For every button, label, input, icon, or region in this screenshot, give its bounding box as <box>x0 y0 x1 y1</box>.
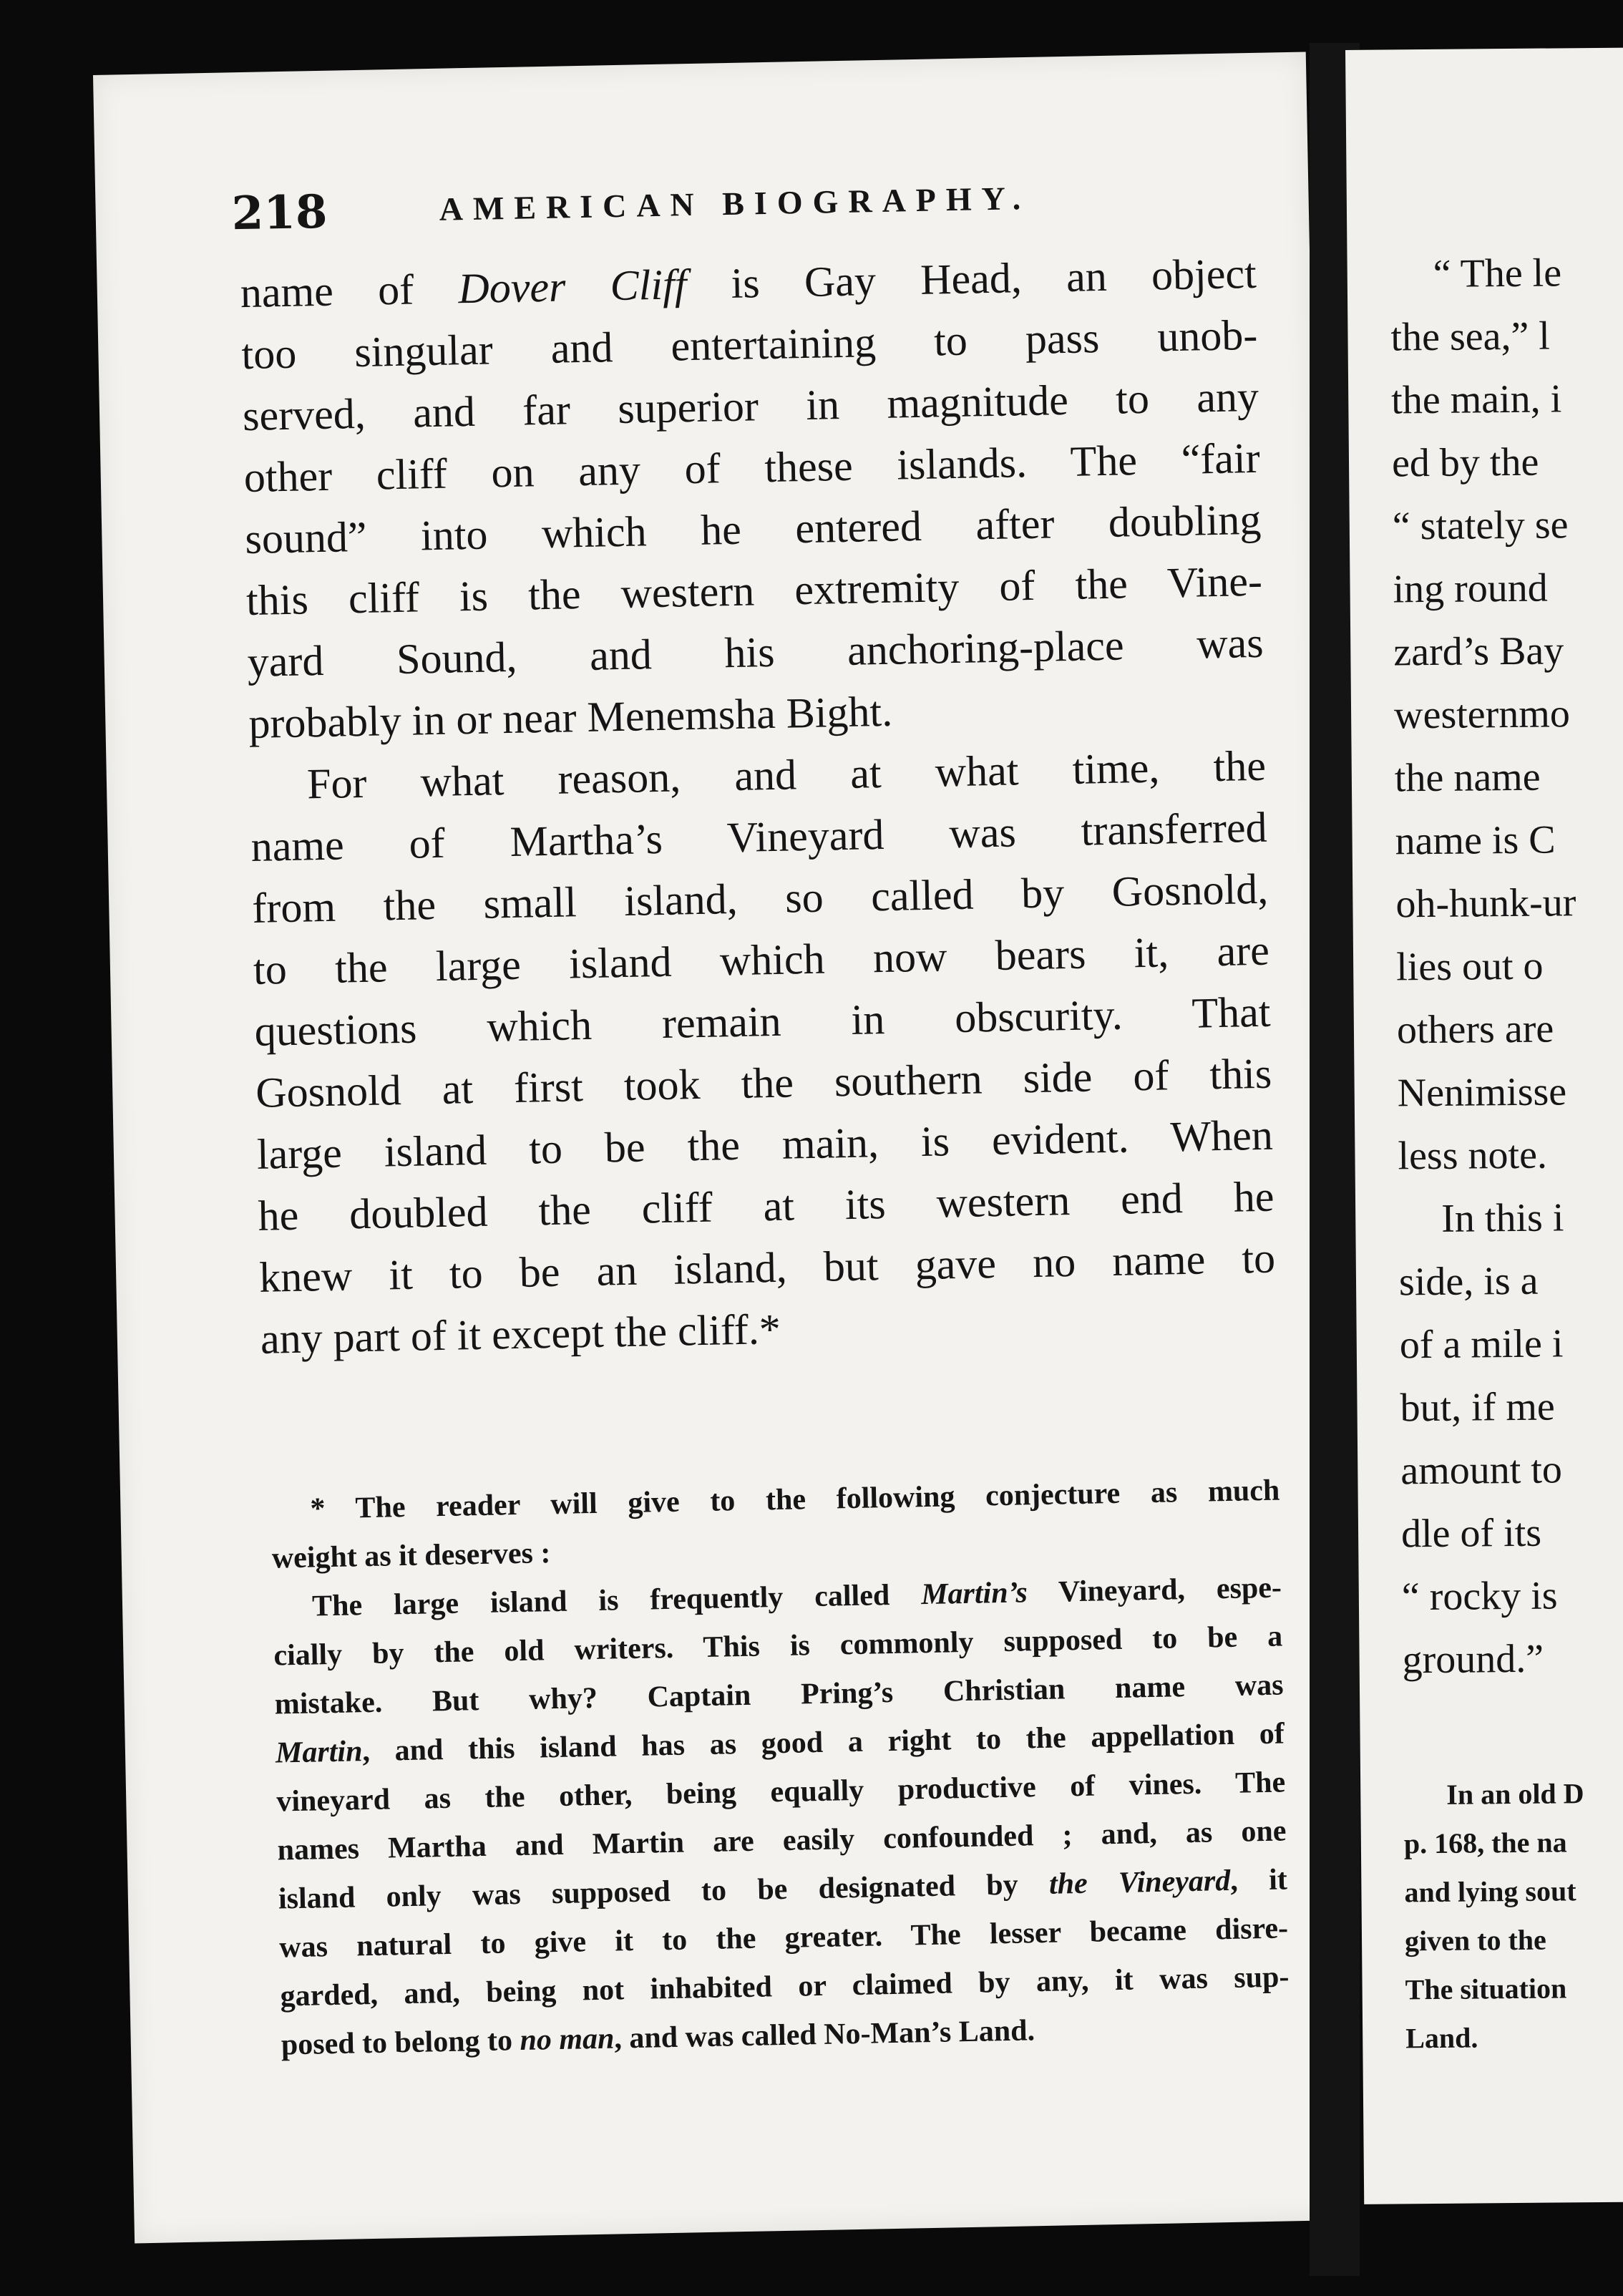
text-line: knew it to be an island, but gave no name to <box>258 1234 1276 1301</box>
text-line: to the large island which now bears it, are <box>253 926 1270 993</box>
text-line: zard’s Bay <box>1393 628 1564 675</box>
text-line: probably in or near Menemsha Bight. <box>248 687 893 747</box>
text-line: too singular and entertaining to pass unob- <box>240 311 1258 379</box>
text-line: the sea,” l <box>1390 313 1551 360</box>
text-line: this cliff is the western extremity of the Vine- <box>245 557 1263 625</box>
text-line: “ The le <box>1433 250 1562 296</box>
right-page <box>1345 47 1623 2204</box>
page-header <box>231 167 1234 251</box>
footnote-line: vineyard as the other, being equally productive of vines. The <box>276 1766 1286 1819</box>
footnote-line: Martin, and this island has as good a right to the appellation of <box>275 1717 1285 1770</box>
text-line: any part of it except the cliff.* <box>260 1305 781 1363</box>
page-number: 218 <box>231 185 328 241</box>
text-line: side, is a <box>1398 1258 1539 1305</box>
text-line: from the small island, so called by Gosnold, <box>251 865 1269 932</box>
footnote-line: garded, and, being not inhabited or claimed by any, it was sup- <box>280 1960 1290 2013</box>
footnote-line: The situation <box>1405 1972 1567 2006</box>
footnote-line: mistake. But why? Captain Pring’s Christian name was <box>274 1668 1284 1721</box>
text-line: the main, i <box>1391 376 1562 423</box>
text-line: less note. <box>1398 1132 1548 1179</box>
footnote-line: p. 168, the na <box>1403 1826 1567 1860</box>
right-page-text <box>1390 240 1623 1691</box>
text-line: amount to <box>1400 1447 1563 1494</box>
text-line: large island to be the main, is evident. When <box>256 1111 1274 1178</box>
right-page-footnote <box>1403 1768 1623 2063</box>
text-line: Gosnold at first took the southern side of this <box>255 1049 1272 1117</box>
text-line: others are <box>1396 1006 1554 1053</box>
text-line: the name <box>1394 754 1541 801</box>
footnote-line: In an old D <box>1446 1777 1584 1811</box>
footnote-line: and lying sout <box>1404 1874 1576 1909</box>
text-line: oh-hunk-ur <box>1395 880 1576 927</box>
footnote-line: The large island is frequently called Martin’s Vineyard, espe- <box>311 1571 1282 1623</box>
text-line: of a mile i <box>1399 1321 1564 1368</box>
body-text <box>240 243 1277 1370</box>
italic-term: Dover Cliff <box>457 261 687 313</box>
text-line: sound” into which he entered after doubling <box>244 495 1262 563</box>
footnote-line: was natural to give it to the greater. The lesser became disre- <box>278 1912 1289 1965</box>
footnote-line: posed to belong to no man, and was called No-Man’s Land. <box>281 2014 1035 2062</box>
footnote-line: weight as it deserves : <box>271 1537 551 1575</box>
text-line: lies out o <box>1395 943 1544 990</box>
text-line: name of Martha’s Vineyard was transferred <box>250 803 1268 870</box>
text-line: name is C <box>1395 817 1556 864</box>
text-line: “ rocky is <box>1401 1573 1558 1620</box>
text-line: served, and far superior in magnitude to any <box>242 372 1259 440</box>
footnote-line: cially by the old writers. This is commonly supposed to be a <box>273 1620 1283 1673</box>
footnote-line: given to the <box>1404 1923 1547 1957</box>
text-line: In this i <box>1441 1195 1564 1241</box>
text-line: ed by the <box>1391 439 1539 486</box>
footnote-line: Land. <box>1405 2021 1478 2055</box>
text-line: “ stately se <box>1392 502 1569 549</box>
text-line: Nenimisse <box>1397 1069 1567 1116</box>
text-line: other cliff on any of these islands. The “fair <box>243 434 1261 502</box>
footnote-line: names Martha and Martin are easily confounded ; and, as one <box>277 1814 1287 1867</box>
text-line: ground.” <box>1402 1636 1544 1683</box>
text-line: ing round <box>1393 565 1549 612</box>
footnote-line: * The reader will give to the following conjecture as much <box>310 1474 1280 1526</box>
left-page <box>93 52 1347 2243</box>
text-line: For what reason, and at what time, the <box>306 741 1267 808</box>
running-head: AMERICAN BIOGRAPHY. <box>439 179 1031 228</box>
text-line: but, if me <box>1400 1384 1556 1431</box>
text-line: dle of its <box>1400 1510 1542 1557</box>
text-line: westernmo <box>1393 691 1571 738</box>
text-line: yard Sound, and his anchoring-place was <box>247 618 1264 686</box>
text-line: questions which remain in obscurity. That <box>254 988 1272 1055</box>
text-line: name of Dover Cliff is Gay Head, an object <box>240 249 1257 317</box>
text-line: he doubled the cliff at its western end he <box>258 1172 1275 1240</box>
footnote <box>270 1466 1290 2070</box>
footnote-line: island only was supposed to be designated by the Vineyard, it <box>278 1863 1288 1916</box>
